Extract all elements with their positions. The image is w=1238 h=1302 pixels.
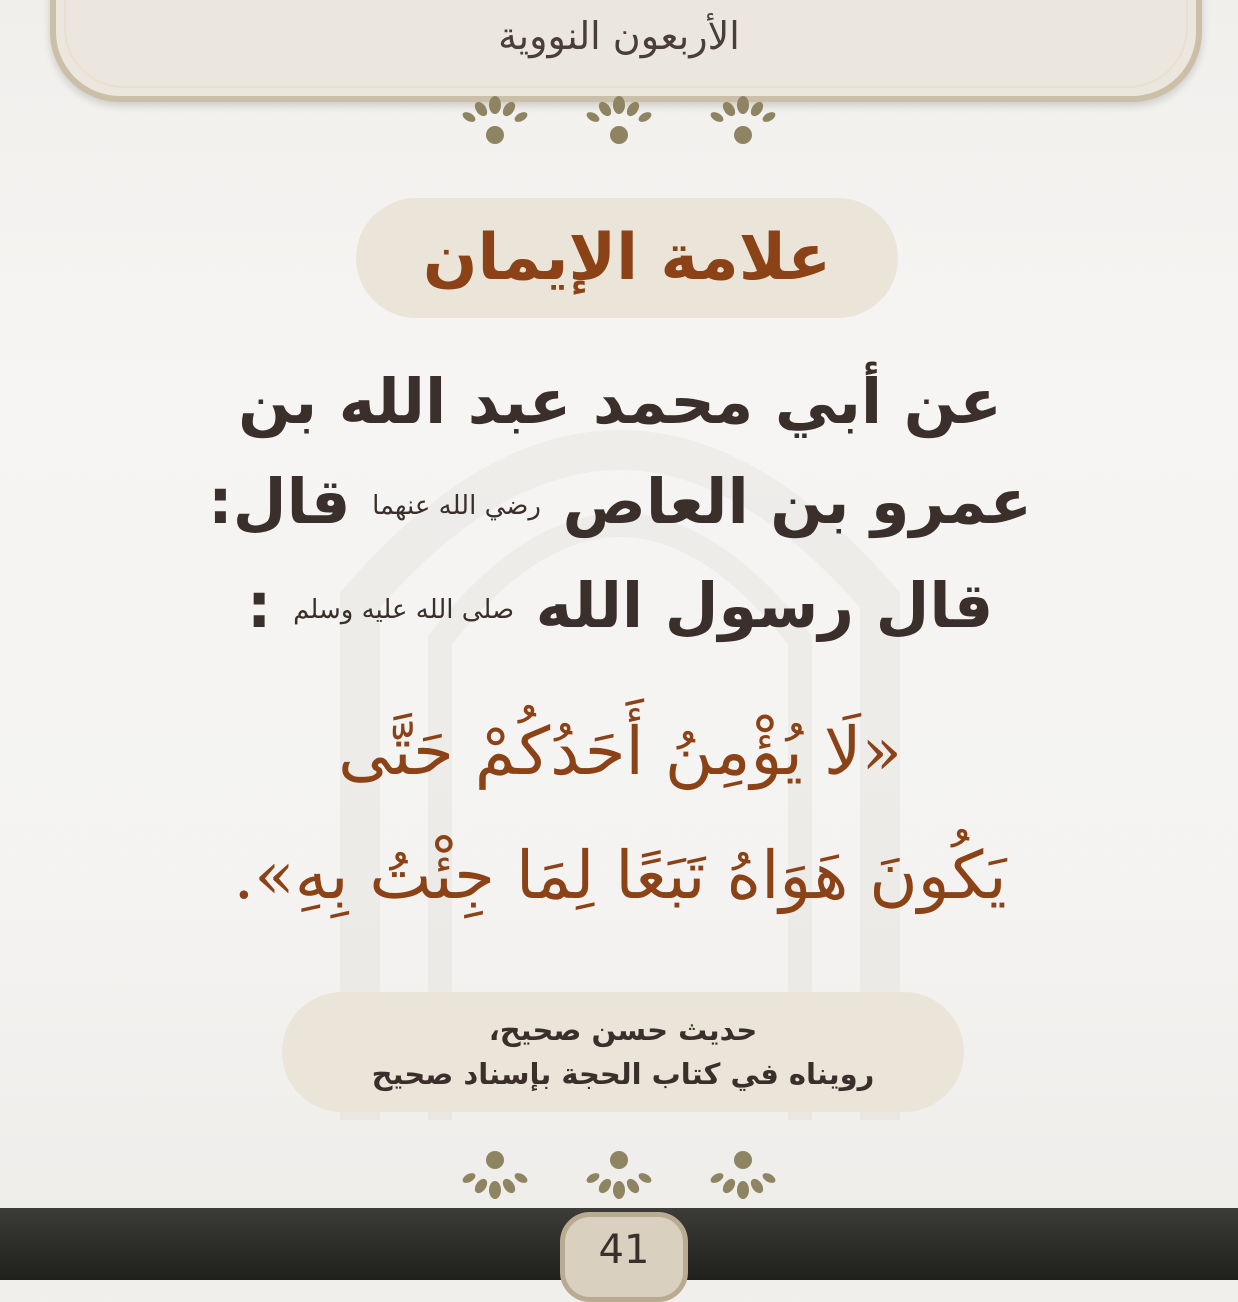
narrator-line-3 <box>150 556 1090 660</box>
narrator-line-3-start: قال رسول الله <box>535 568 994 642</box>
page-title: علامة الإيمان <box>422 221 832 295</box>
ornament-icon <box>577 95 661 147</box>
hadith-text <box>120 690 1120 938</box>
honor-phrase: رضي الله عنهما <box>372 490 541 521</box>
title-pill <box>356 198 898 318</box>
prophet-salutation: صلى الله عليه وسلم <box>293 594 515 625</box>
page-number: 41 <box>598 1227 650 1273</box>
narrator-line-3-end: : <box>246 568 272 642</box>
ornament-icon <box>453 95 537 147</box>
narrator-text <box>150 352 1090 660</box>
ornament-icon <box>577 1148 661 1200</box>
ornament-icon <box>453 1148 537 1200</box>
narrator-line-2-start: عمرو بن العاص <box>562 465 1032 538</box>
top-ornaments <box>0 95 1238 147</box>
narrator-line-2-end: قال: <box>208 465 351 538</box>
page-number-badge <box>560 1212 688 1302</box>
narrator-line-1: عن أبي محمد عبد الله بن <box>238 365 1002 438</box>
source-pill <box>282 992 964 1112</box>
narrator-line-2 <box>150 452 1090 556</box>
hadith-line-1: «لَا يُؤْمِنُ أَحَدُكُمْ حَتَّى <box>338 713 902 790</box>
bottom-ornaments <box>0 1148 1238 1200</box>
source-line-1: حديث حسن صحيح، <box>488 1013 758 1047</box>
source-line-2: رويناه في كتاب الحجة بإسناد صحيح <box>371 1057 875 1091</box>
ornament-icon <box>701 1148 785 1200</box>
header-title: الأربعون النووية <box>498 14 740 58</box>
ornament-icon <box>701 95 785 147</box>
hadith-line-2: يَكُونَ هَوَاهُ تَبَعًا لِمَا جِئْتُ بِهِ». <box>233 837 1007 914</box>
